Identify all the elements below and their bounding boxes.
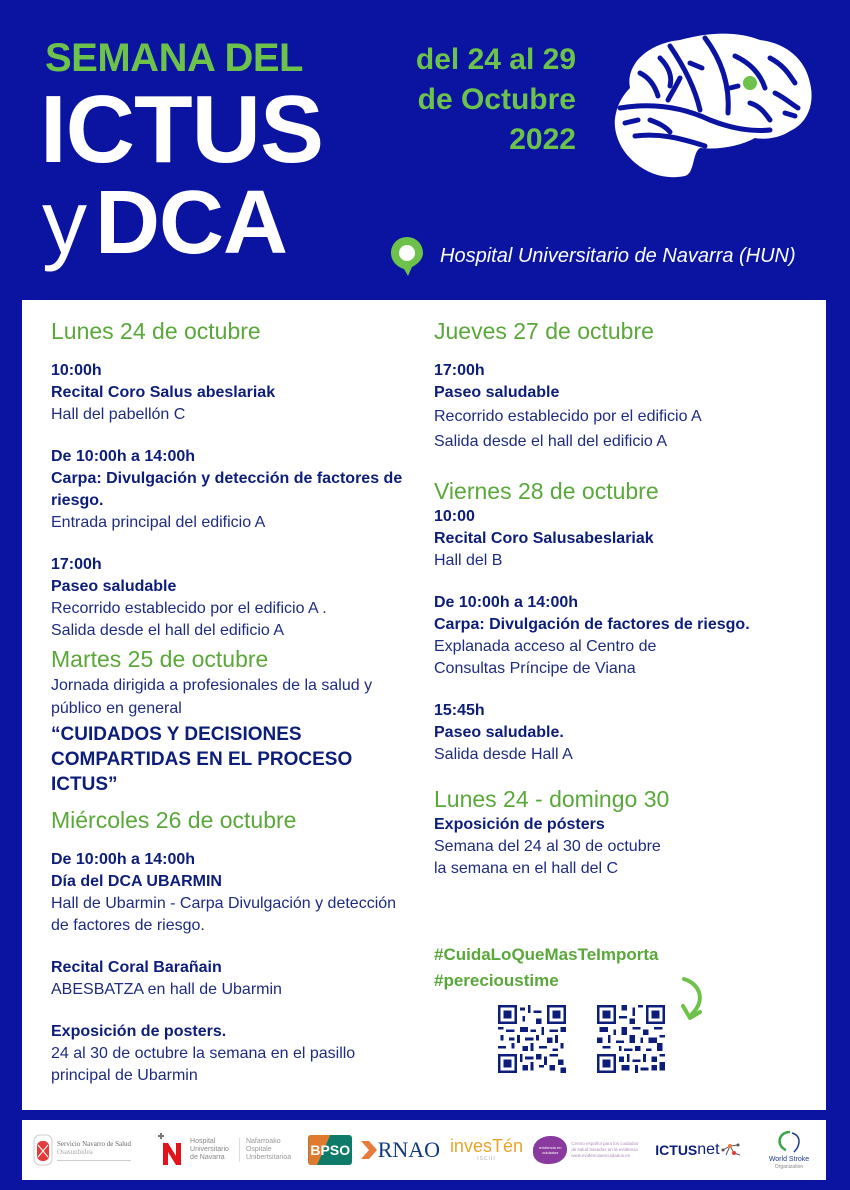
ictusnet-light: net: [697, 1141, 720, 1158]
event-title: Exposición de pósters: [434, 816, 605, 833]
title-semana-del: SEMANA DEL: [45, 36, 303, 80]
dates-line-1: del 24 al 29: [415, 43, 576, 76]
dates-line-3: 2022: [509, 123, 576, 156]
day-section-wednesday: [51, 805, 411, 1087]
event-title: Día del DCA UBARMIN: [51, 873, 222, 890]
dates-line-2: de Octubre: [417, 83, 576, 116]
tuesday-intro: Jornada dirigida a profesionales de la salud y público en general: [51, 677, 373, 717]
wso-line2: Organization: [774, 1164, 804, 1170]
title-ictus: ICTUS: [40, 76, 323, 183]
event-title: Carpa: Divulgación y detección de factores de riesgo.: [51, 470, 403, 509]
event-time: De 10:00h a 14:00h: [434, 594, 579, 611]
event-desc: Hall de Ubarmin - Carpa Divulgación y detección de factores de riesgo.: [51, 895, 397, 934]
event-desc: Salida desde Hall A: [434, 746, 573, 763]
day-section-week: [434, 784, 814, 880]
event-item: [434, 814, 814, 880]
sns-name: Servicio Navarro de Salud: [57, 1139, 132, 1148]
event-desc: Hall del pabellón C: [51, 406, 186, 423]
event-desc: Recorrido establecido por el edificio A: [434, 408, 702, 425]
event-time: De 10:00h a 14:00h: [51, 851, 196, 868]
hashtag-perecioustime[interactable]: #perecioustime: [434, 971, 559, 990]
tuesday-quote: “CUIDADOS Y DECISIONES COMPARTIDAS EN EL PROCESO ICTUS”: [51, 724, 353, 795]
event-title: Recital Coro Salusabeslariak: [434, 530, 654, 547]
schedule-panel: [22, 300, 826, 1110]
hun-col2-line1: Nafarroako: [245, 1138, 281, 1145]
evidencia-line2: de salud basados en la evidencia: [571, 1147, 638, 1152]
logo-ictusnet: [655, 1125, 752, 1175]
brain-icon: [610, 28, 815, 178]
logo-bpso: [308, 1125, 354, 1175]
day-heading: Lunes 24 - domingo 30: [434, 786, 670, 812]
schedule-left-column: [51, 316, 411, 1087]
event-item: [434, 592, 814, 680]
wso-line1: World Stroke: [768, 1156, 810, 1163]
logo-servicio-navarro-salud: [32, 1125, 148, 1175]
hun-col2-line3: Unibertsitarioa: [245, 1154, 292, 1161]
sponsor-logos-bar: [22, 1120, 826, 1180]
bpso-text: BPSO: [310, 1142, 351, 1158]
event-dates: [416, 40, 576, 160]
event-time: 10:00h: [51, 362, 102, 379]
day-section-tuesday: [51, 644, 411, 797]
event-title: Recital Coral Barañain: [51, 959, 222, 976]
event-title: Paseo saludable.: [434, 724, 564, 741]
event-item: [434, 506, 814, 572]
rnao-text: RNAO: [377, 1137, 441, 1162]
day-section-friday: [434, 476, 814, 766]
event-desc: Explanada acceso al Centro de: [434, 638, 657, 655]
day-heading: Viernes 28 de octubre: [434, 478, 659, 504]
event-title: Paseo saludable: [434, 384, 560, 401]
investen-sub: ISCIII: [477, 1156, 496, 1162]
title-dca: DCA: [95, 173, 287, 273]
location-text: Hospital Universitario de Navarra (HUN): [440, 244, 796, 267]
logo-investen: [450, 1125, 524, 1175]
event-desc: Recorrido establecido por el edificio A .: [51, 600, 327, 617]
location: [390, 236, 796, 276]
event-time: 15:45h: [434, 702, 485, 719]
event-item: [51, 360, 411, 426]
sns-sub: Osasunbidea: [57, 1147, 93, 1156]
investen-text: invesTén: [449, 1136, 523, 1156]
wso-swoosh-icon: [772, 1130, 806, 1156]
event-item: [51, 957, 411, 1001]
title-y: y: [42, 173, 87, 273]
ictusnet-network-icon: [720, 1141, 742, 1159]
event-desc: Salida desde el hall del edificio A: [51, 622, 285, 639]
event-title: Recital Coro Salus abeslariak: [51, 384, 276, 401]
logo-world-stroke-organization: [760, 1125, 818, 1175]
hashtag-cuida[interactable]: #CuidaLoQueMasTeImporta: [434, 945, 659, 964]
day-heading: Jueves 27 de octubre: [434, 318, 654, 344]
event-item: [51, 1021, 411, 1087]
evidencia-badge: evidencia en cuidados: [533, 1136, 567, 1164]
logo-hospital-universitario-navarra: [158, 1125, 298, 1175]
event-desc: Entrada principal del edificio A: [51, 514, 266, 531]
event-item: [434, 700, 814, 766]
event-time: 17:00h: [51, 556, 102, 573]
day-heading: Miércoles 26 de octubre: [51, 807, 297, 833]
event-desc: Salida desde el hall del edificio A: [434, 433, 668, 450]
hun-col1-line2: Universitario: [190, 1146, 229, 1153]
hun-col1-line3: de Navarra: [190, 1154, 225, 1161]
day-heading: Lunes 24 de octubre: [51, 318, 261, 344]
title-y-dca: [42, 173, 287, 273]
curved-arrow-icon: [678, 976, 708, 1024]
evidencia-line3: www.evidenciaencuidados.es: [571, 1153, 631, 1158]
event-item: [434, 360, 814, 454]
event-desc: ABESBATZA en hall de Ubarmin: [51, 981, 282, 998]
rnao-chevron-icon: [361, 1141, 377, 1159]
ictusnet-bold: ICTUS: [655, 1142, 698, 1158]
event-item: [51, 849, 411, 937]
navarra-shield-icon: [32, 1133, 54, 1167]
evidencia-line1: Centro español para los cuidados: [571, 1141, 639, 1146]
event-desc: Hall del B: [434, 552, 503, 569]
logo-evidencia-en-cuidados: [533, 1125, 649, 1175]
location-pin-icon: [390, 236, 424, 276]
event-time: 10:00: [434, 508, 475, 525]
hun-col2-line2: Ospitale: [245, 1146, 272, 1153]
hun-n-icon: [158, 1133, 186, 1167]
qr-code-1[interactable]: [498, 1005, 566, 1073]
event-item: [51, 554, 411, 642]
day-section-monday: [51, 316, 411, 642]
day-section-thursday: [434, 316, 814, 454]
event-time: 17:00h: [434, 362, 485, 379]
event-item: [51, 446, 411, 534]
event-desc: Semana del 24 al 30 de octubre: [434, 838, 661, 855]
event-time: De 10:00h a 14:00h: [51, 448, 196, 465]
event-title: Carpa: Divulgación de factores de riesgo.: [434, 616, 750, 633]
hun-col1-line1: Hospital: [190, 1138, 216, 1145]
qr-code-2[interactable]: [597, 1005, 665, 1073]
event-title: Exposición de posters.: [51, 1023, 227, 1040]
logo-rnao: [361, 1125, 448, 1175]
day-heading: Martes 25 de octubre: [51, 646, 269, 672]
event-desc: Consultas Príncipe de Viana: [434, 660, 636, 677]
event-desc: la semana en el hall del C: [434, 860, 619, 877]
schedule-right-column: [434, 316, 814, 880]
event-title: Paseo saludable: [51, 578, 177, 595]
hashtags: [434, 942, 659, 994]
event-desc: 24 al 30 de octubre la semana en el pasillo principal de Ubarmin: [51, 1045, 356, 1084]
